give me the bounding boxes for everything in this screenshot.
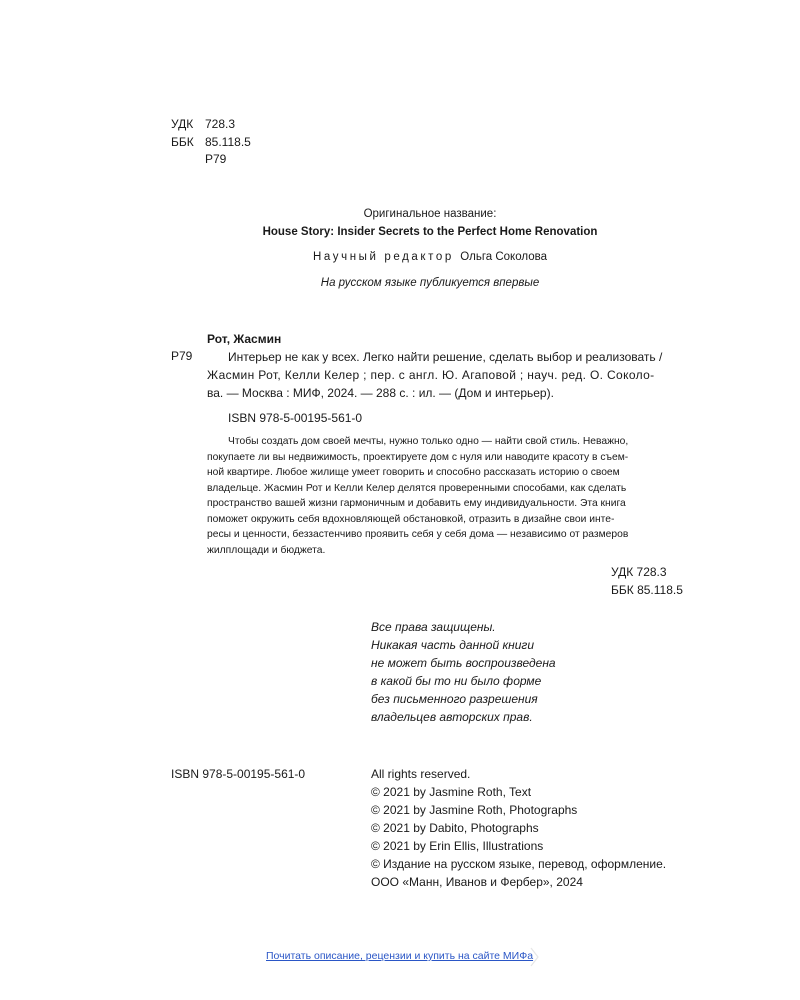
- annotation-line: покупаете ли вы недвижимость, проектируете дом с нуля или наводите красоту в съем-: [207, 451, 629, 463]
- copyright-line: © 2021 by Jasmine Roth, Text: [371, 785, 532, 799]
- annotation-line: жилплощади и бюджета.: [207, 544, 326, 556]
- chevron-right-icon: [528, 946, 540, 968]
- annotation-line: пространство вашей жизни гармоничным и добавить ему индивидуальности. Эта книга: [207, 498, 626, 509]
- author-heading: Рот, Жасмин: [207, 332, 282, 346]
- scientific-editor: [0, 251, 800, 263]
- editor-name: Ольга Соколова: [460, 251, 547, 263]
- udk-value: 728.3: [205, 117, 236, 131]
- mif-site-link[interactable]: Почитать описание, рецензии и купить на сайте МИФа: [266, 950, 534, 962]
- udk-code: УДК 728.3: [611, 565, 667, 579]
- copyright-line: All rights reserved.: [371, 767, 471, 781]
- copyright-block: [371, 765, 666, 891]
- rights-line: Все права защищены.: [371, 620, 496, 634]
- annotation-line: ресы и ценности, беззастенчиво проявить себя у себя дома — независимо от размеров: [207, 529, 629, 540]
- copyright-line: © 2021 by Jasmine Roth, Photographs: [371, 803, 578, 817]
- copyright-line: © Издание на русском языке, перевод, оформление.: [371, 857, 667, 871]
- annotation-line: Чтобы создать дом своей мечты, нужно только одно — найти свой стиль. Неважно,: [228, 436, 629, 447]
- author-mark-value: Р79: [205, 152, 227, 166]
- biblio-line-2: Жасмин Рот, Келли Келер ; пер. с англ. Ю. Агаповой ; науч. ред. О. Соколо-: [207, 368, 655, 382]
- udk-top: [171, 116, 235, 133]
- footer-isbn: ISBN 978-5-00195-561-0: [171, 767, 306, 781]
- copyright-line: © 2021 by Dabito, Photographs: [371, 821, 539, 835]
- rights-line: Никакая часть данной книги: [371, 638, 535, 652]
- record-mark: Р79: [171, 349, 193, 363]
- annotation-line: поможет окружить себя вдохновляющей обстановкой, отразить в дизайне свои инте-: [207, 513, 615, 525]
- biblio-line-1: Интерьер не как у всех. Легко найти решение, сделать выбор и реализовать /: [228, 350, 663, 364]
- bbk-value: 85.118.5: [205, 135, 251, 149]
- first-publication-note: На русском языке публикуется впервые: [320, 277, 540, 289]
- bbk-top: [171, 134, 251, 151]
- record-isbn: ISBN 978-5-00195-561-0: [228, 411, 363, 425]
- rights-line: не может быть воспроизведена: [371, 656, 556, 670]
- original-title-label: Оригинальное название:: [363, 208, 497, 220]
- bbk-code: ББК 85.118.5: [611, 583, 683, 597]
- codes-block: [611, 563, 683, 599]
- bibliographic-description: [207, 348, 689, 402]
- author-mark-top: [171, 151, 226, 168]
- original-title: House Story: Insider Secrets to the Perfect Home Renovation: [262, 226, 598, 238]
- udk-label: УДК: [171, 117, 194, 131]
- rights-line: в какой бы то ни было форме: [371, 674, 542, 688]
- annotation: [207, 434, 689, 558]
- annotation-line: ной квартире. Любое жилище умеет говорить и способно рассказать историю о своем: [207, 467, 620, 478]
- rights-line: владельцев авторских прав.: [371, 710, 533, 724]
- rights-notice: [371, 618, 556, 726]
- copyright-line: ООО «Манн, Иванов и Фербер», 2024: [371, 875, 583, 889]
- copyright-line: © 2021 by Erin Ellis, Illustrations: [371, 839, 544, 853]
- editor-label: Научный редактор: [313, 251, 454, 263]
- annotation-line: владельце. Жасмин Рот и Келли Келер делятся проверенными способами, как сделать: [207, 482, 627, 494]
- rights-line: без письменного разрешения: [371, 692, 538, 706]
- biblio-line-3: ва. — Москва : МИФ, 2024. — 288 с. : ил. — (Дом и интерьер).: [207, 386, 554, 400]
- bbk-label: ББК: [171, 135, 194, 149]
